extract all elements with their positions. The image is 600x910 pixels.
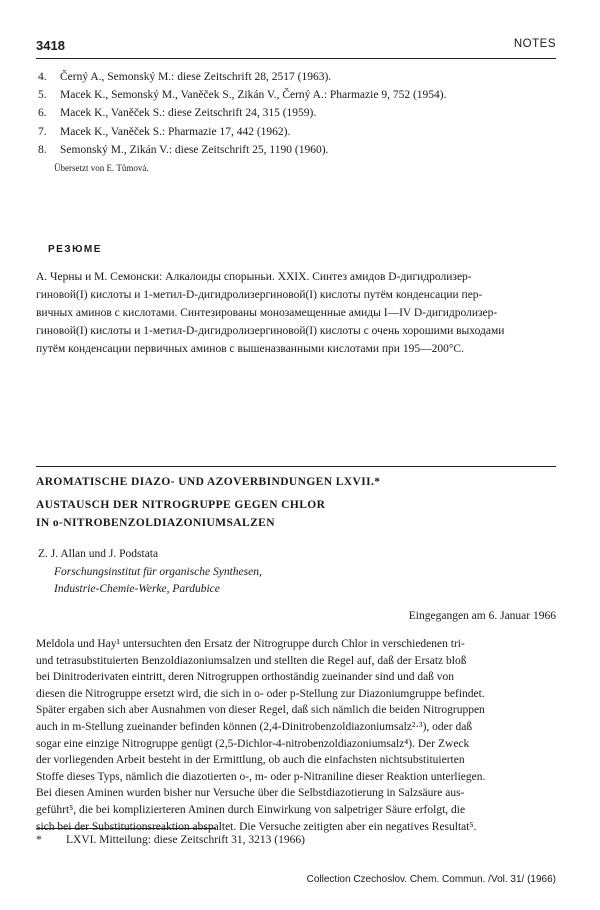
body-line: sich bei der Substitutionsreaktion abspaltet. Die Versuche zeitigten aber ein negatives Resultat⁵. [36,820,477,833]
reference-item: 5. Macek K., Semonský M., Vaněček S., Zikán V., Černý A.: Pharmazie 9, 752 (1954). [38,89,447,102]
body-line: Stoffe dieses Typs, nämlich die diazotierten o-, m- oder p-Nitraniline dieser Reaktion unterliegen. [36,770,486,783]
article-body [36,636,556,835]
journal-footer: Collection Czechoslov. Chem. Commun. /Vol. 31/ (1966) [306,874,556,885]
body-line: bei Dinitroderivaten eintritt, deren Nitrogruppen orthoständig zueinander sind und daß von [36,671,455,684]
body-line: geführt⁵, die bei komplizierteren Aminen durch Einwirkung von salpetriger Säure erfolgt, die [36,803,466,816]
section-label: NOTES [513,38,556,50]
page-number: 3418 [36,38,65,53]
article-title-line-2: AUSTAUSCH DER NITROGRUPPE GEGEN CHLOR [36,499,326,511]
reference-list [38,68,538,159]
body-line: und tetrasubstituierten Benzoldiazoniumsalzen und stellten die Regel auf, daß der Ersatz bloß [36,654,467,667]
reference-item: 7. Macek K., Vaněček S.: Pharmazie 17, 442 (1962). [38,125,291,138]
resume-line: гиновой(I) кислоты и 1-метил-D-дигидролизергиновой(I) кислоты путём конденсации пер- [36,289,483,301]
article-authors: Z. J. Allan und J. Podstata [38,548,159,560]
resume-line: путём конденсации первичных аминов с вышеназванными кислотами при 195—200°C. [36,343,464,355]
resume-line: вичных аминов с кислотами. Синтезированы монозамещенные амиды I—IV D-дигидролизер- [36,307,498,319]
header-rule [36,58,556,59]
journal-page [36,36,556,896]
page-header [36,36,556,56]
resume-line: гиновой(I) кислоты и 1-метил-D-дигидролизергиновой(I) кислоты с очень хорошими выходами [36,325,505,337]
article-title-line-3: IN o-NITROBENZOLDIAZONIUMSALZEN [36,517,275,529]
received-date: Eingegangen am 6. Januar 1966 [408,610,556,622]
reference-item: 4. Černý A., Semonský M.: diese Zeitschrift 28, 2517 (1963). [38,71,332,83]
article-title-line-1: AROMATISCHE DIAZO- UND AZOVERBINDUNGEN LXVII.* [36,476,381,488]
translator-note: Übersetzt von E. Tůmová. [54,163,149,173]
body-line: Später ergaben sich aber Ausnahmen von dieser Regel, daß sich nämlich die beiden Nitrogruppen [36,704,485,717]
section-divider-rule [36,466,556,467]
reference-item: 8. Semonský M., Zikán V.: diese Zeitschrift 25, 1190 (1960). [38,143,329,156]
author-institution: Industrie-Chemie-Werke, Pardubice [54,583,220,595]
footnote [36,834,305,846]
body-line: Bei diesen Aminen wurden bisher nur Versuche über die Selbstdiazotierung in Salzsäure aus- [36,787,465,800]
body-line: auch in m-Stellung zueinander befinden können (2,4-Dinitrobenzoldiazoniumsalz²·³), oder daß [36,720,473,733]
resume-text [36,268,556,358]
body-line: sogar eine einzige Nitrogruppe genügt (2,5-Dichlor-4-nitrobenzoldiazoniumsalz⁴). Der Zweck [36,737,470,750]
body-line: diesen die Nitrogruppe ersetzt wird, die sich in o- oder p-Stellung zur Diazoniumgruppe befindet. [36,687,485,700]
resume-heading: РЕЗЮМЕ [48,244,102,255]
footnote-text: LXVI. Mitteilung: diese Zeitschrift 31, 3213 (1966) [66,834,305,846]
body-line: der vorliegenden Arbeit besteht in der Ermittlung, ob auch die einfachsten nichtsubstituierten [36,754,465,767]
body-line: Meldola und Hay¹ untersuchten den Ersatz der Nitrogruppe durch Chlor in verschiedenen tri- [36,638,465,650]
footnote-mark: * [36,834,42,846]
footnote-rule [36,828,216,829]
reference-item: 6. Macek K., Vaněček S.: diese Zeitschrift 24, 315 (1959). [38,107,317,120]
resume-line: А. Черны и М. Семонски: Алкалоиды спорыньи. XXIX. Синтез амидов D-дигидролизер- [36,271,472,283]
author-institution: Forschungsinstitut für organische Synthesen, [54,566,262,578]
